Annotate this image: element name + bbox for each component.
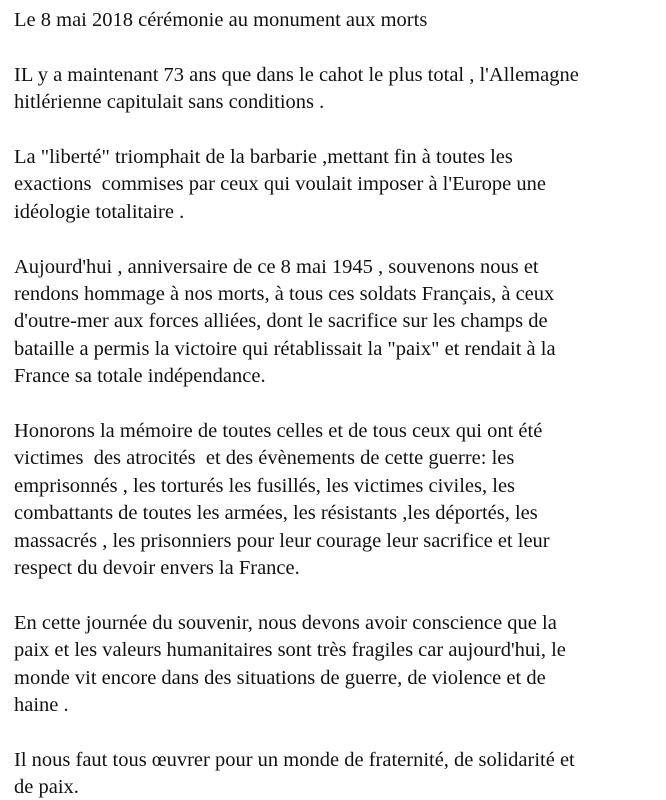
paragraph-4 xyxy=(14,418,656,582)
paragraph-line: rendons hommage à nos morts, à tous ces soldats Français, à ceux xyxy=(14,283,555,306)
paragraph-2 xyxy=(14,144,656,226)
paragraph-line: victimes des atrocités et des évènements de cette guerre: les xyxy=(14,447,515,470)
paragraph-line: hitlérienne capitulait sans conditions . xyxy=(14,91,325,114)
paragraph-5 xyxy=(14,610,656,720)
paragraph-line: emprisonnés , les torturés les fusillés, les victimes civiles, les xyxy=(14,474,516,497)
paragraph-line: monde vit encore dans des situations de guerre, de violence et de xyxy=(14,666,546,689)
title-text: Le 8 mai 2018 cérémonie au monument aux morts xyxy=(14,9,428,31)
paragraph-line: paix et les valeurs humanitaires sont très fragiles car aujourd'hui, le xyxy=(14,639,566,662)
paragraph-6 xyxy=(14,747,656,800)
paragraph-line: Il nous faut tous œuvrer pour un monde de fraternité, de solidarité et xyxy=(14,748,575,771)
paragraph-line: massacrés , les prisonniers pour leur courage leur sacrifice et leur xyxy=(14,529,550,552)
paragraph-line: idéologie totalitaire . xyxy=(14,200,185,223)
paragraph-line: de paix. xyxy=(14,776,79,799)
paragraph-line: IL y a maintenant 73 ans que dans le cahot le plus total , l'Allemagne xyxy=(14,63,579,86)
paragraph-3 xyxy=(14,254,656,391)
paragraph-line: d'outre-mer aux forces alliées, dont le sacrifice sur les champs de xyxy=(14,310,548,333)
paragraph-line: France sa totale indépendance. xyxy=(14,365,266,388)
paragraph-line: La "liberté" triomphait de la barbarie ,mettant fin à toutes les xyxy=(14,146,513,168)
paragraph-line: bataille a permis la victoire qui rétablissait la "paix" et rendait à la xyxy=(14,337,556,360)
paragraph-line: haine . xyxy=(14,694,69,717)
paragraph-line: combattants de toutes les armées, les résistants ,les déportés, les xyxy=(14,502,538,525)
paragraph-line: En cette journée du souvenir, nous devons avoir conscience que la xyxy=(14,611,557,634)
paragraph-line: respect du devoir envers la France. xyxy=(14,557,300,580)
paragraph-1 xyxy=(14,62,656,117)
paragraph-line: Aujourd'hui , anniversaire de ce 8 mai 1945 , souvenons nous et xyxy=(14,255,539,278)
document-title xyxy=(14,7,656,34)
paragraph-line: exactions commises par ceux qui voulait imposer à l'Europe une xyxy=(14,173,546,196)
paragraph-line: Honorons la mémoire de toutes celles et de tous ceux qui ont été xyxy=(14,420,543,443)
